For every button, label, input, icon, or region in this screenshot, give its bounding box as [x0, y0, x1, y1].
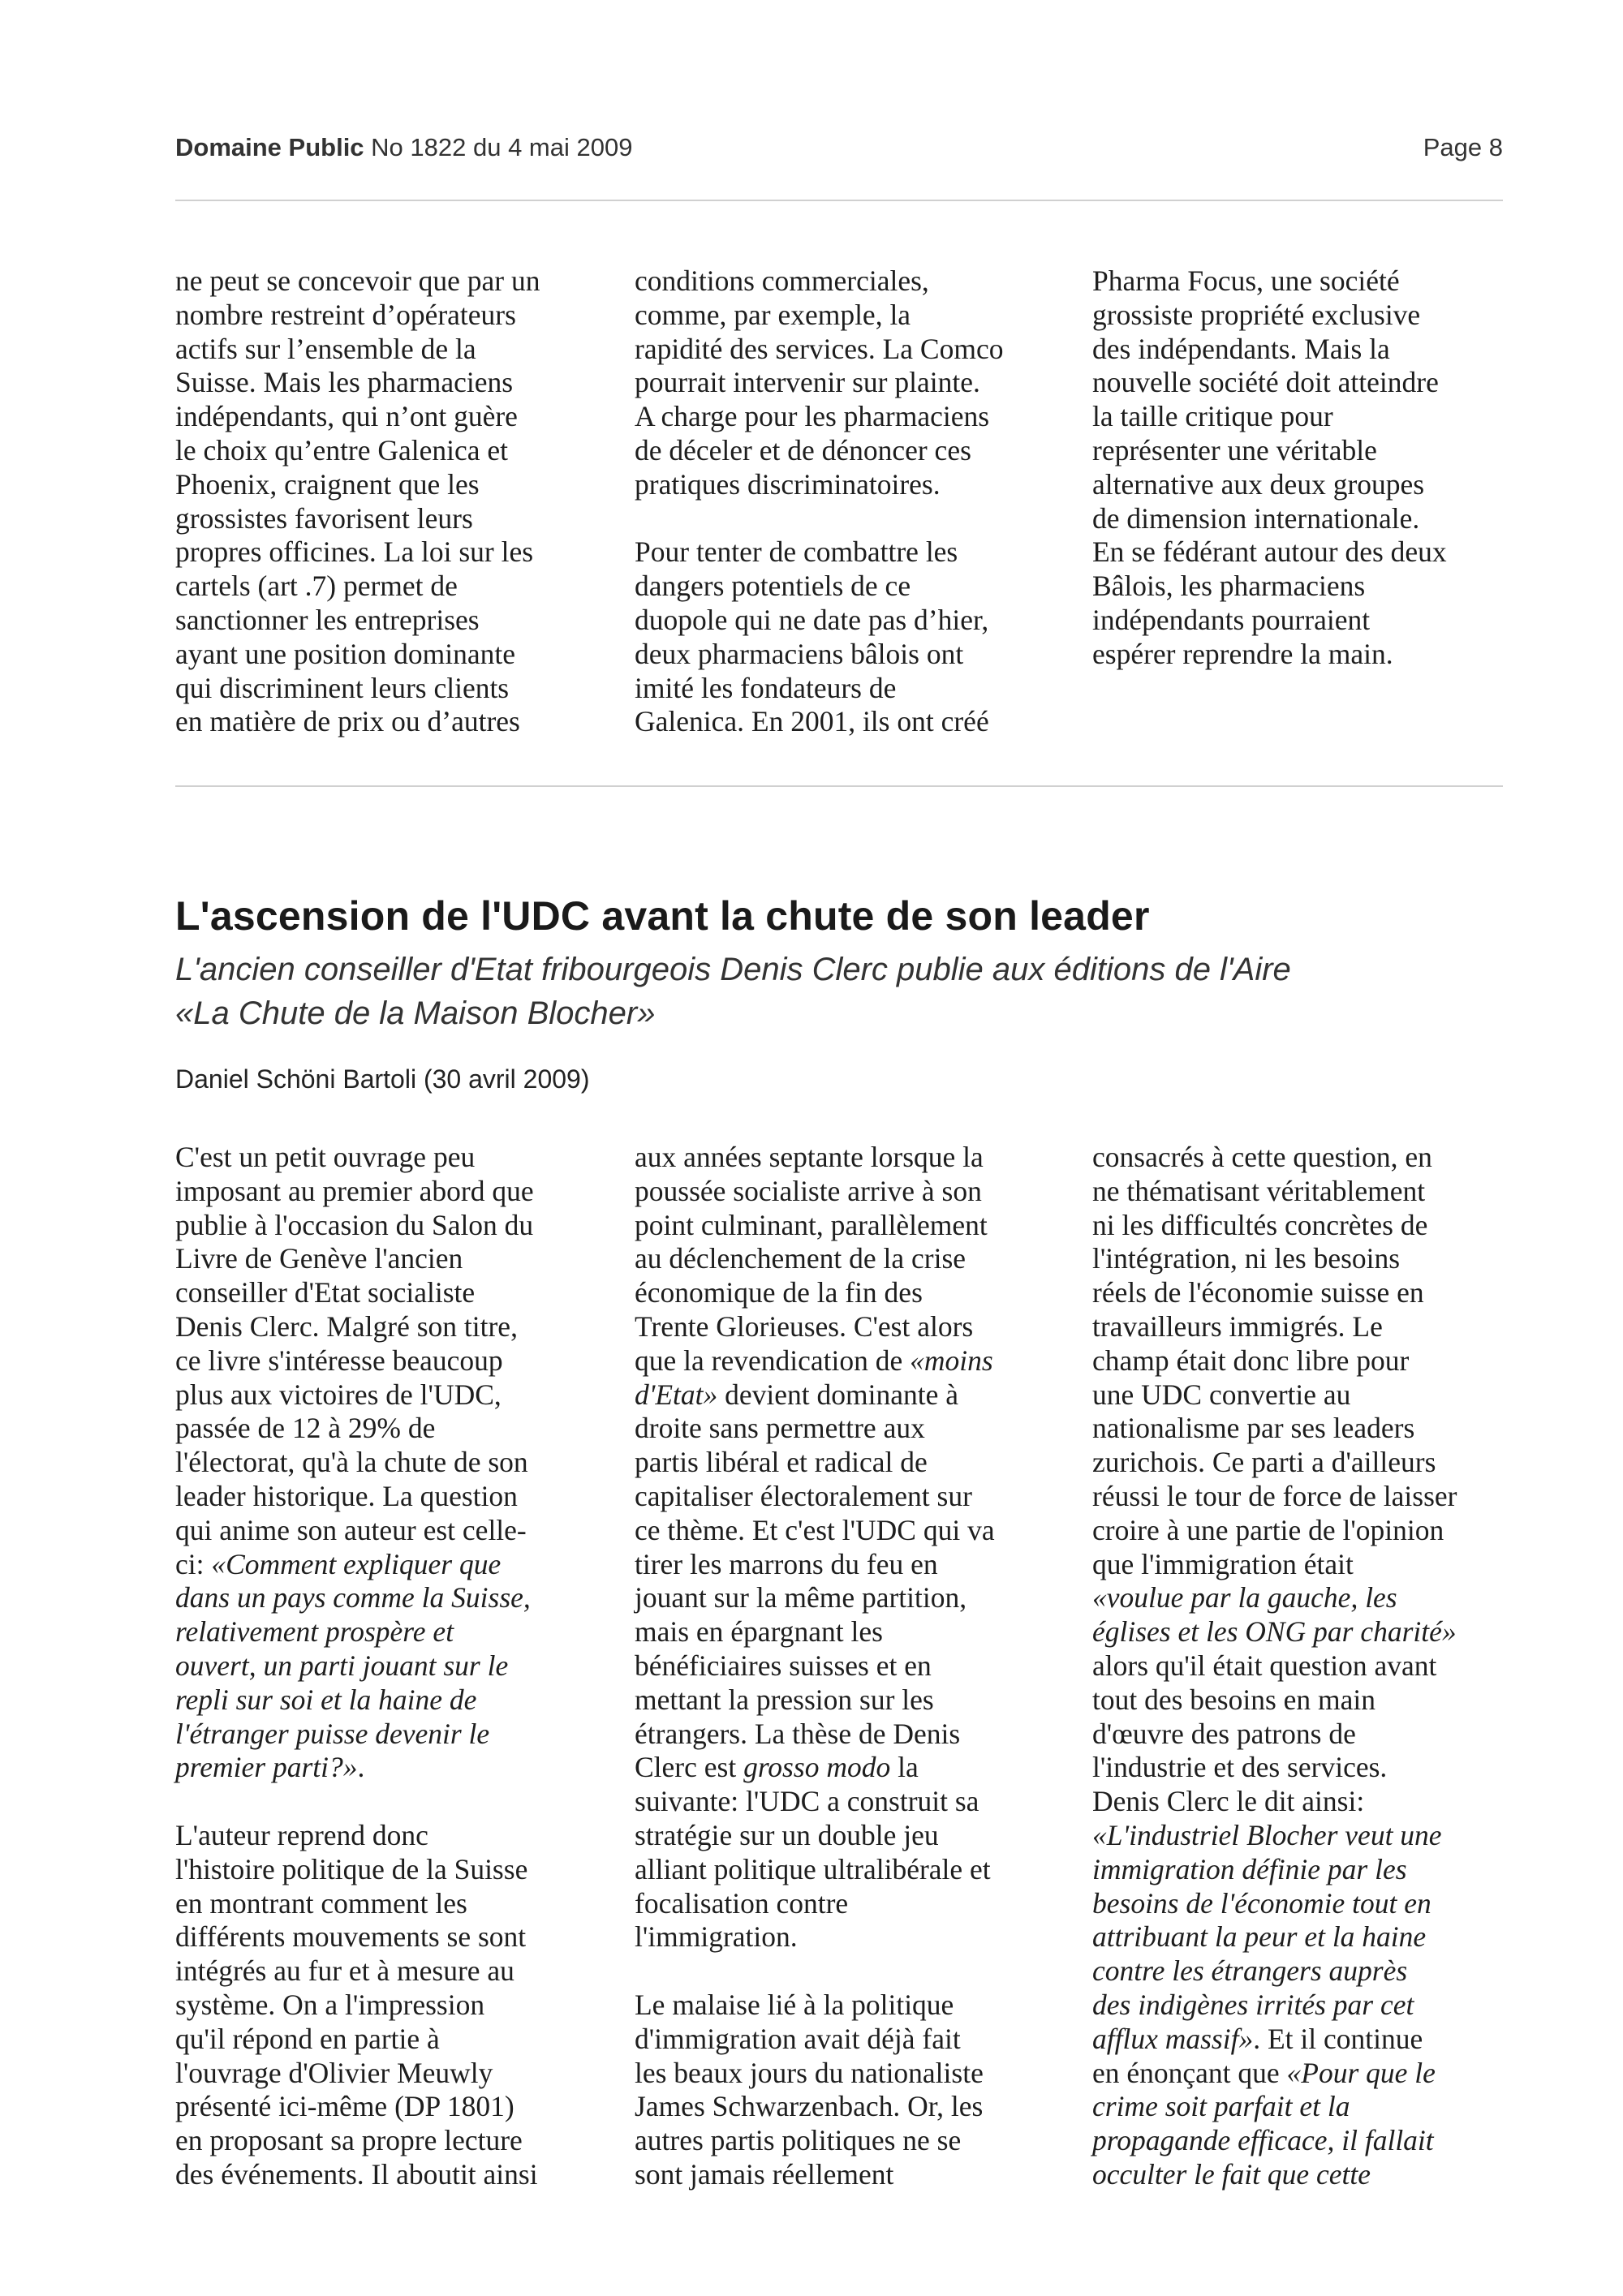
article-column-3 — [1092, 1141, 1530, 2192]
page-number: Page 8 — [1423, 133, 1503, 161]
article-title: L'ascension de l'UDC avant la chute de son leader — [175, 893, 1150, 939]
paragraph: C'est un petit ouvrage peu imposant au premier abord que publie à l'occasion du Salon du Livre de Genève l'ancien conseiller d'Etat socialiste Denis Clerc. Malgré son titre, ce livre s'intéresse beaucoup plus aux victoires de l'UDC, passée de 12 à 29% de l'électorat, qu'à la chute de son leader historique. La question qui anime son auteur est celle- ci: «Comment expliquer que dans un pays comme la Suisse, relativement prospère et ouvert, un parti jouant sur le repli sur soi et la haine de l'étranger puisse devenir le premier parti?». — [175, 1141, 534, 1784]
paragraph: Pour tenter de combattre les dangers potentiels de ce duopole qui ne date pas d’hier, deux pharmaciens bâlois ont imité les fondateurs de Galenica. En 2001, ils ont créé — [635, 535, 989, 738]
header-divider — [175, 200, 1503, 201]
subtitle-line-1: L'ancien conseiller d'Etat fribourgeois Denis Clerc publie aux éditions de l'Aire — [175, 952, 1291, 987]
paragraph: aux années septante lorsque la poussée socialiste arrive à son point culminant, parallèlement au déclenchement de la crise économique de la fin des Trente Glorieuses. C'est alors que la revendication de «moins d'Etat» devient dominante à droite sans permettre aux partis libéral et radical de capitaliser électoralement sur ce thème. Et c'est l'UDC qui va tirer les marrons du feu en jouant sur la même partition, mais en épargnant les bénéficiaires suisses et en mettant la pression sur les étrangers. La thèse de Denis Clerc est grosso modo la suivante: l'UDC a construit sa stratégie sur un double jeu alliant politique ultralibérale et focalisation contre l'immigration. — [635, 1141, 995, 1954]
paragraph: ne peut se concevoir que par un nombre restreint d’opérateurs actifs sur l’ensemble de la Suisse. Mais les pharmaciens indépendants, qui n’ont guère le choix qu’entre Galenica et Phoenix, craignent que les grossistes favorisent leurs propres officines. La loi sur les cartels (art .7) permet de sanctionner les entreprises ayant une position dominante qui discriminent leurs clients en matière de prix ou d’autres — [175, 264, 540, 738]
paragraph: conditions commerciales, comme, par exemple, la rapidité des services. La Comco pourrait intervenir sur plainte. A charge pour les pharmaciens de déceler et de dénoncer ces pratiques discriminatoires. — [635, 264, 1004, 501]
article-byline: Daniel Schöni Bartoli (30 avril 2009) — [175, 1064, 590, 1094]
article-column-2 — [635, 1141, 1073, 2192]
article-subtitle — [175, 948, 1506, 1035]
subtitle-line-2: «La Chute de la Maison Blocher» — [175, 995, 656, 1031]
publication-name: Domaine Public — [175, 133, 364, 161]
prev-article-column-1 — [175, 264, 613, 739]
paragraph: Le malaise lié à la politique d'immigration avait déjà fait les beaux jours du nationaliste James Schwarzenbach. Or, les autres partis politiques ne se sont jamais réellement — [635, 1988, 984, 2191]
paragraph: consacrés à cette question, en ne thématisant véritablement ni les difficultés concrètes de l'intégration, ni les besoins réels de l'économie suisse en travailleurs immigrés. Le champ était donc libre pour une UDC convertie au nationalisme par ses leaders zurichois. Ce parti a d'ailleurs réussi le tour de force de laisser croire à une partie de l'opinion que l'immigration était «voulue par la gauche, les églises et les ONG par charité» alors qu'il était question avant tout des besoins en main d'œuvre des patrons de l'industrie et des services. Denis Clerc le dit ainsi: «L'industriel Blocher veut une immigration définie par les besoins de l'économie tout en attribuant la peur et la haine contre les étrangers auprès des indigènes irrités par cet afflux massif». Et il continue en énonçant que «Pour que le crime soit parfait et la propagande efficace, il fallait occulter le fait que cette — [1092, 1141, 1457, 2191]
paragraph: Pharma Focus, une société grossiste propriété exclusive des indépendants. Mais la nouvelle société doit atteindre la taille critique pour représenter une véritable alternative aux deux groupes de dimension internationale. En se fédérant autour des deux Bâlois, les pharmaciens indépendants pourraient espérer reprendre la main. — [1092, 264, 1447, 670]
prev-article-column-2 — [635, 264, 1073, 739]
paragraph: L'auteur reprend donc l'histoire politique de la Suisse en montrant comment les différents mouvements se sont intégrés au fur et à mesure au système. On a l'impression qu'il répond en partie à l'ouvrage d'Olivier Meuwly présenté ici-même (DP 1801) en proposant sa propre lecture des événements. Il aboutit ainsi — [175, 1818, 538, 2191]
article-divider — [175, 785, 1503, 787]
page-header — [175, 133, 1503, 169]
issue-info: No 1822 du 4 mai 2009 — [371, 133, 633, 161]
prev-article-column-3 — [1092, 264, 1530, 672]
article-column-1 — [175, 1141, 613, 2192]
